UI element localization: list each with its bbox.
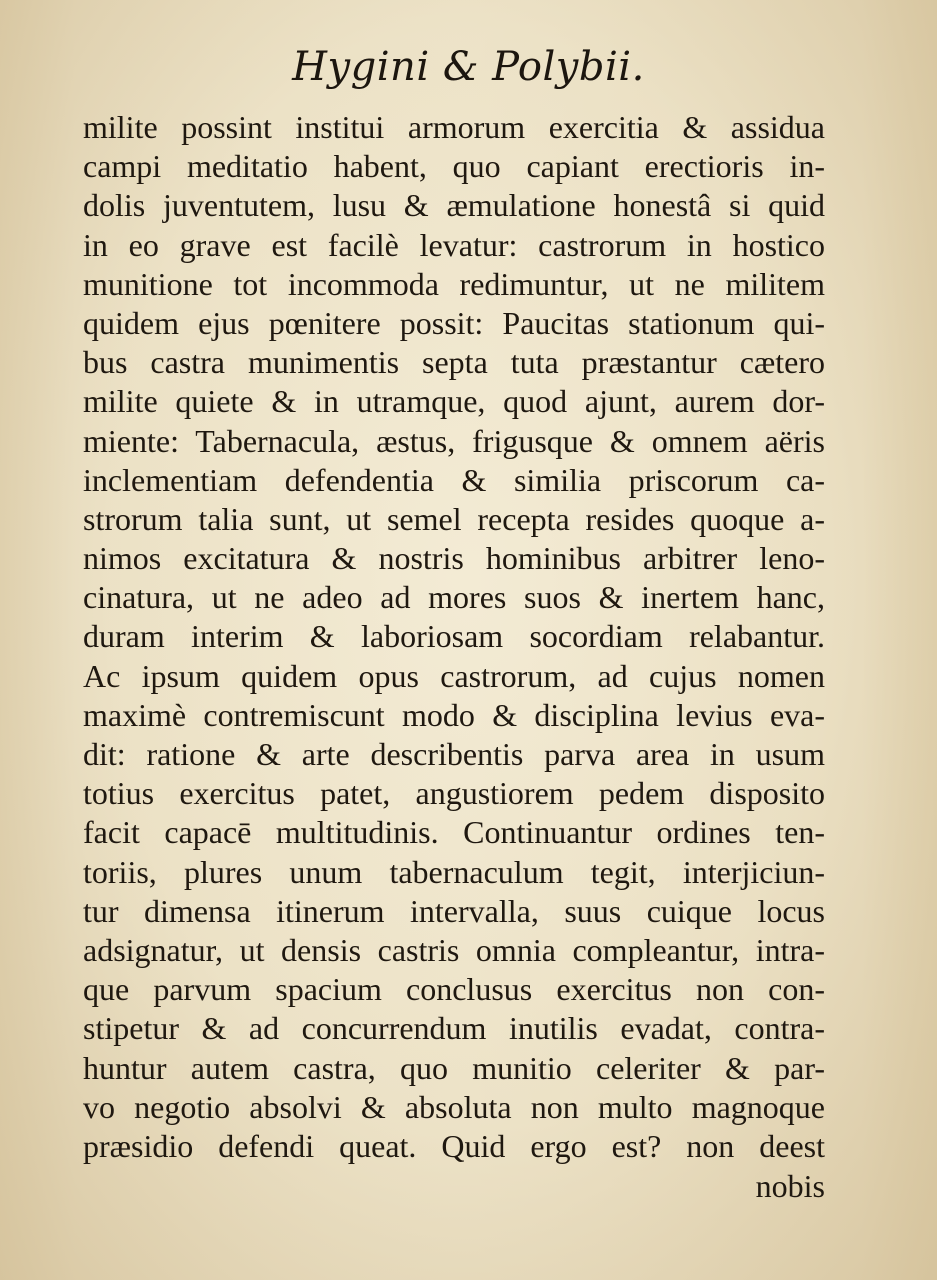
text-line: vo negotio absolvi & absoluta non multo magnoque xyxy=(83,1088,825,1125)
text-line: totius exercitus patet, angustiorem pedem disposito xyxy=(83,775,825,812)
text-line: toriis, plures unum tabernaculum tegit, interjiciun- xyxy=(83,853,825,890)
text-line: adsignatur, ut densis castris omnia compleantur, intra- xyxy=(83,931,825,968)
text-line: bus castra munimentis septa tuta præstantur cætero xyxy=(83,344,825,381)
text-line: milite quiete & in utramque, quod ajunt, aurem dor- xyxy=(83,383,825,420)
text-line: milite possint institui armorum exercitia & assidua xyxy=(83,109,825,145)
running-header: Hygini & Polybii. xyxy=(292,44,645,90)
text-line: maximè contremiscunt modo & disciplina levius eva- xyxy=(83,696,825,733)
text-line: stipetur & ad concurrendum inutilis evadat, contra- xyxy=(83,1010,825,1047)
text-line: dit: ratione & arte describentis parva area in usum xyxy=(83,736,825,772)
text-line: quidem ejus pœnitere possit: Paucitas stationum qui- xyxy=(83,304,825,341)
text-line: huntur autem castra, quo munitio celeriter & par- xyxy=(83,1049,825,1086)
text-line: campi meditatio habent, quo capiant erectioris in- xyxy=(83,148,825,185)
text-line: nimos excitatura & nostris hominibus arbitrer leno- xyxy=(83,540,825,577)
text-line: præsidio defendi queat. Quid ergo est? non deest xyxy=(83,1127,825,1164)
text-line: munitione tot incommoda redimuntur, ut ne militem xyxy=(83,265,825,302)
text-line: cinatura, ut ne adeo ad mores suos & inertem hanc, xyxy=(83,579,825,616)
text-line: duram interim & laboriosam socordiam relabantur. xyxy=(83,618,825,655)
text-line: strorum talia sunt, ut semel recepta resides quoque a- xyxy=(83,500,825,537)
text-line: in eo grave est facilè levatur: castrorum in hostico xyxy=(83,226,825,263)
text-line: que parvum spacium conclusus exercitus non con- xyxy=(83,971,825,1008)
text-line: miente: Tabernacula, æstus, frigusque & omnem aëris xyxy=(83,422,825,459)
body-text xyxy=(83,108,825,1166)
text-line: facit capacē multitudinis. Continuantur ordines ten- xyxy=(83,814,825,851)
text-line: Ac ipsum quidem opus castrorum, ad cujus nomen xyxy=(83,657,825,694)
text-line: tur dimensa itinerum intervalla, suus cuique locus xyxy=(83,892,825,929)
text-line: dolis juventutem, lusu & æmulatione honestâ si quid xyxy=(83,187,825,224)
catchword: nobis xyxy=(755,1168,825,1204)
text-line: inclementiam defendentia & similia priscorum ca- xyxy=(83,461,825,498)
